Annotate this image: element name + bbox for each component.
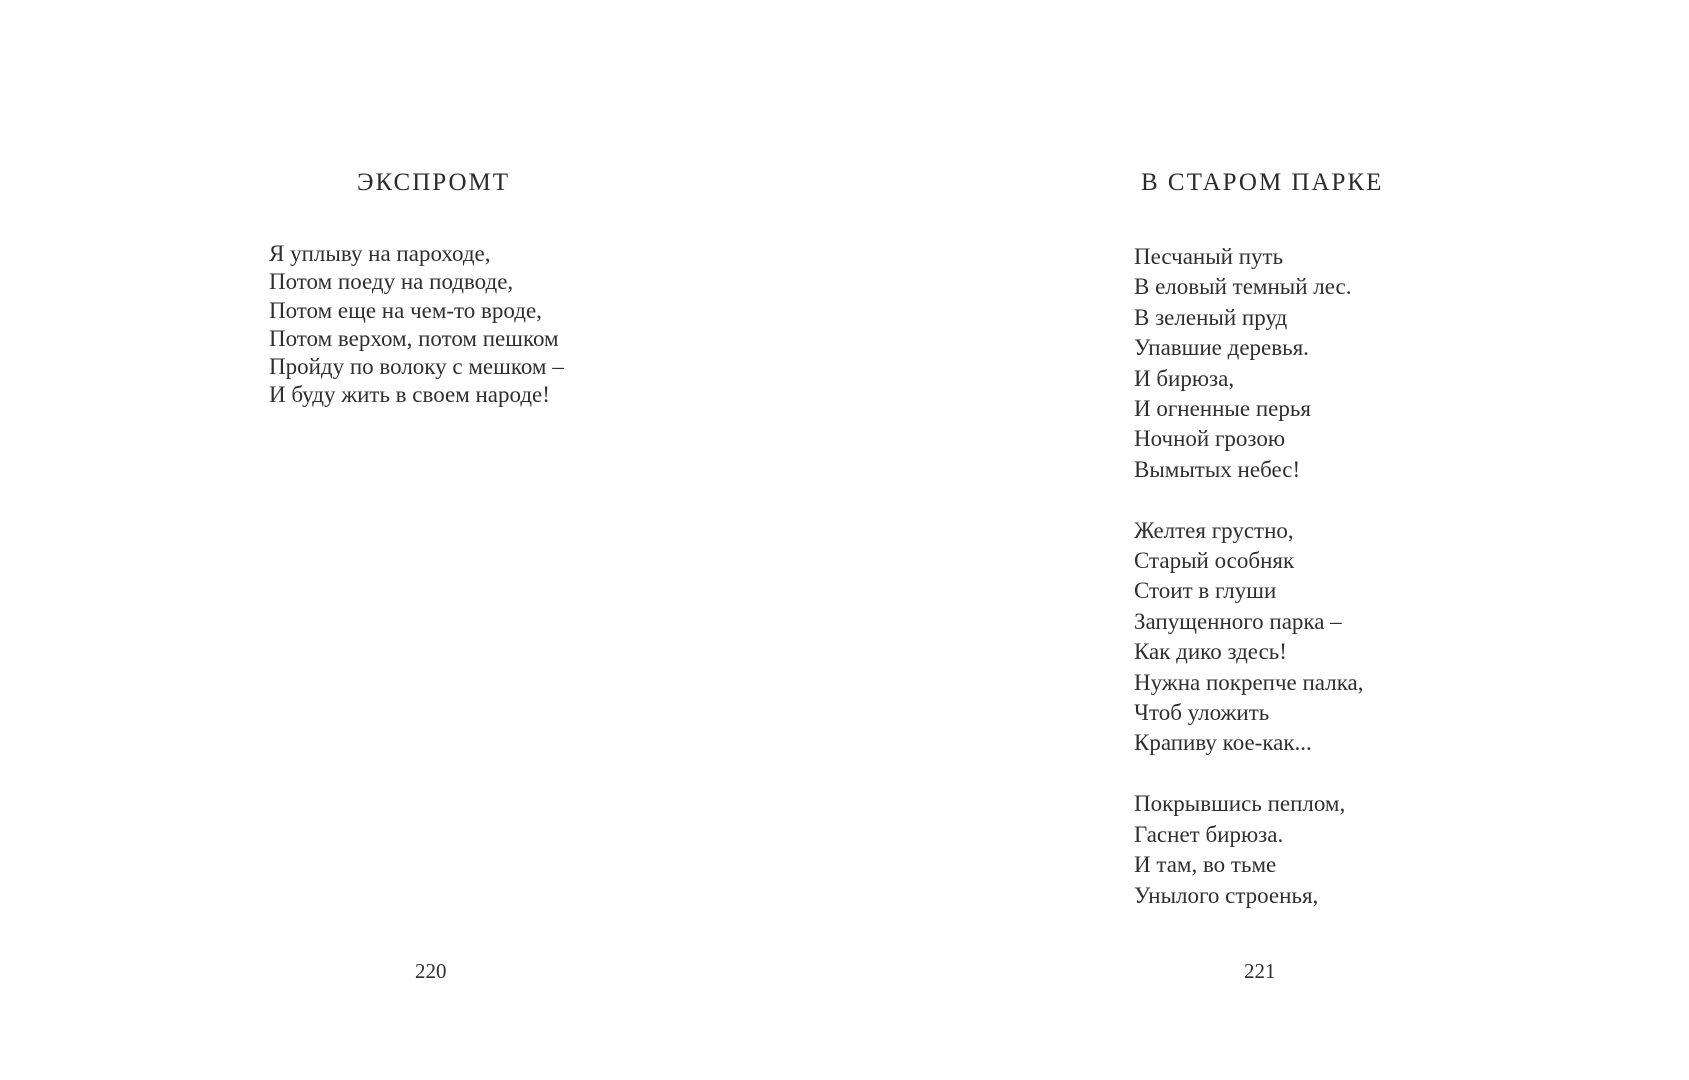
poem-line: Пройду по волоку с мешком – xyxy=(269,354,564,380)
stanza xyxy=(1134,516,1363,759)
poem-line: Упавшие деревья. xyxy=(1134,335,1309,361)
poem-line: Ночной грозою xyxy=(1134,426,1286,452)
poem-line: Песчаный путь xyxy=(1134,244,1284,269)
poem-body xyxy=(269,240,564,410)
poem-line: Я уплыву на пароходе, xyxy=(269,241,491,266)
poem-line: В зеленый пруд xyxy=(1134,304,1288,330)
poem-title: ЭКСПРОМТ xyxy=(357,169,511,196)
poem-line: И огненные перья xyxy=(1134,396,1311,422)
left-page xyxy=(0,0,844,1080)
stanza xyxy=(269,240,564,410)
poem-line: Потом еще на чем-то вроде, xyxy=(269,297,542,323)
poem-line: Чтоб уложить xyxy=(1134,700,1270,726)
poem-line: Стоит в глуши xyxy=(1134,578,1277,604)
poem-line: Как дико здесь! xyxy=(1134,639,1287,665)
poem-line: Гаснет бирюза. xyxy=(1134,821,1284,847)
poem-line: Нужна покрепче палка, xyxy=(1134,669,1364,695)
poem-line: И буду жить в своем народе! xyxy=(269,382,550,408)
stanza xyxy=(1134,242,1363,485)
poem-line: Желтея грустно, xyxy=(1134,517,1294,543)
poem-line: Крапиву кое-как... xyxy=(1134,730,1312,756)
poem-line: Покрывшись пеплом, xyxy=(1134,791,1346,817)
poem-line: И бирюза, xyxy=(1134,365,1235,391)
poem-title: В СТАРОМ ПАРКЕ xyxy=(1141,169,1384,196)
poem-line: Вымытых небес! xyxy=(1134,456,1301,482)
poem-line: Запущенного парка – xyxy=(1134,608,1342,634)
poem-line: В еловый темный лес. xyxy=(1134,274,1352,300)
poem-line: И там, во тьме xyxy=(1134,852,1277,878)
right-page xyxy=(845,0,1689,1080)
poem-body xyxy=(1134,242,1363,911)
poem-line: Старый особняк xyxy=(1134,548,1295,574)
poem-line: Унылого строенья, xyxy=(1134,882,1319,908)
page-number: 221 xyxy=(1244,959,1276,983)
page-number: 220 xyxy=(415,959,447,983)
stanza xyxy=(1134,789,1363,911)
poem-line: Потом верхом, потом пешком xyxy=(269,325,559,351)
poem-line: Потом поеду на подводе, xyxy=(269,269,514,295)
